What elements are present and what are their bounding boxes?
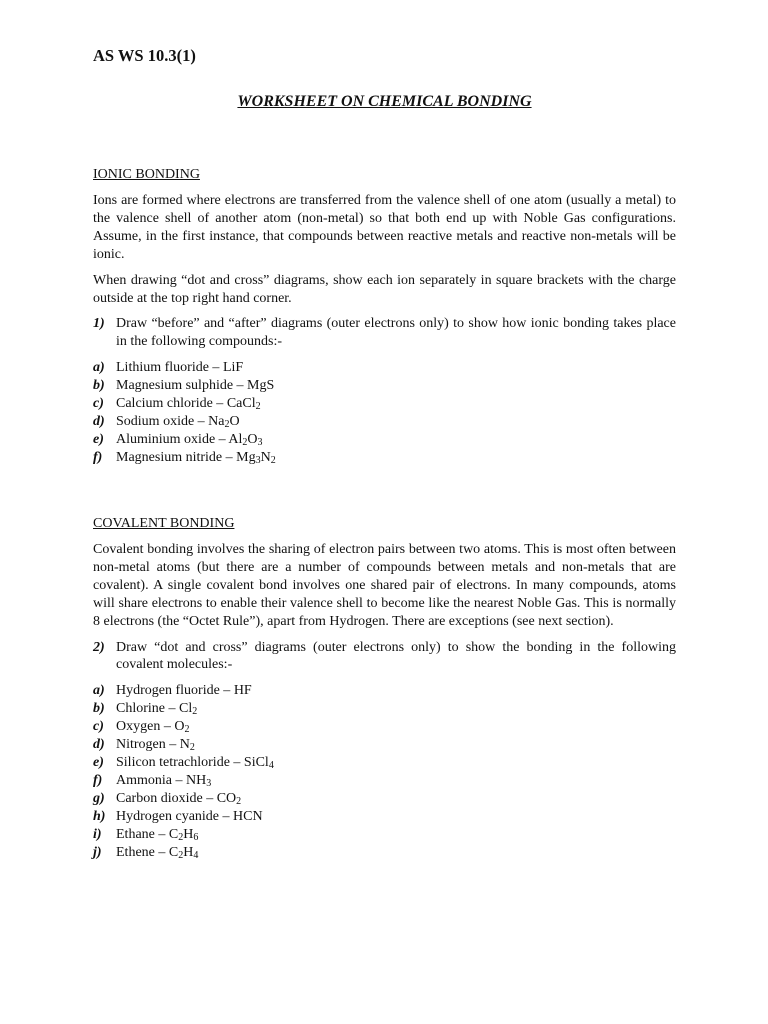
question-number: 2) xyxy=(93,639,105,655)
chemical-formula: $N_2$ xyxy=(179,737,195,754)
ionic-intro-paragraph: Ions are formed where electrons are transferred from the valence shell of one atom (usually a metal) to the valence shell of another atom (non-metal) so that both end up with Noble Gas configurations. Assume, in the first instance, that compounds between reactive metals and reactive non-metals will be ionic. xyxy=(93,193,676,262)
ionic-heading: IONIC BONDING xyxy=(93,167,200,182)
covalent-heading: COVALENT BONDING xyxy=(93,516,235,531)
item-letter: i) xyxy=(93,826,102,842)
item-letter: a) xyxy=(93,683,105,699)
covalent-intro-paragraph: Covalent bonding involves the sharing of electron pairs between two atoms. This is most often between non-metal atoms (but there are a number of compounds between metals and non-metals that are covalent). A single covalent bond involves one shared pair of electrons. In many compounds, atoms will share electrons to enable their valence shell to become like the nearest Noble Gas. This is normally 8 electrons (the “Octet Rule”), apart from Hydrogen. There are exceptions (see next section). xyxy=(93,542,676,629)
item-letter: e) xyxy=(93,431,104,447)
question-1 xyxy=(93,315,676,351)
chemical-formula: $Cl_2$ xyxy=(179,701,198,718)
chemical-formula: $Al_2O_3$ xyxy=(228,431,263,448)
chemical-formula: CaCl$_2$ xyxy=(226,396,261,413)
item-text: Sodium oxide – $Na_2O$ xyxy=(116,413,240,430)
covalent-section xyxy=(93,516,676,861)
chemical-formula: $Na_2O$ xyxy=(208,413,240,430)
item-letter: g) xyxy=(93,790,105,806)
ionic-section xyxy=(93,167,676,467)
chemical-formula: HF xyxy=(233,683,252,699)
ionic-instruction-paragraph: When drawing “dot and cross” diagrams, show each ion separately in square brackets with the charge outside at the top right hand corner. xyxy=(93,272,676,306)
item-text: Oxygen – $O_2$ xyxy=(116,719,190,736)
list-item xyxy=(93,395,676,413)
list-item xyxy=(93,826,676,844)
item-letter: b) xyxy=(93,378,105,394)
chemical-formula: LiF xyxy=(222,360,244,376)
worksheet-title: WORKSHEET ON CHEMICAL BONDING xyxy=(237,93,532,110)
list-item xyxy=(93,718,676,736)
chemical-formula: $NH_3$ xyxy=(186,772,212,789)
ionic-compound-list xyxy=(93,359,676,466)
chemical-formula: $Mg_3N_2$ xyxy=(236,449,276,466)
item-letter: e) xyxy=(93,754,104,770)
item-letter: h) xyxy=(93,808,106,824)
chemical-formula: HCN xyxy=(233,808,263,824)
item-letter: d) xyxy=(93,737,105,753)
chemical-formula: $C_2H_6$ xyxy=(168,826,199,843)
list-item xyxy=(93,772,676,790)
item-text: Ammonia – $NH_3$ xyxy=(116,772,212,789)
list-item xyxy=(93,700,676,718)
list-item xyxy=(93,754,676,772)
item-text: Ethane – $C_2H_6$ xyxy=(116,826,199,843)
item-text: Hydrogen cyanide – HCN xyxy=(116,808,263,824)
item-letter: f) xyxy=(93,772,103,788)
item-text: Calcium chloride – CaCl$_2$ xyxy=(116,396,261,413)
chemical-formula: $CO_2$ xyxy=(216,790,242,807)
item-letter: j) xyxy=(93,844,102,860)
item-text: Carbon dioxide – $CO_2$ xyxy=(116,790,242,807)
item-text: Magnesium nitride – $Mg_3N_2$ xyxy=(116,449,276,466)
item-text: Chlorine – $Cl_2$ xyxy=(116,701,198,718)
chemical-formula: $C_2H_4$ xyxy=(168,844,199,861)
list-item xyxy=(93,413,676,431)
covalent-molecule-list xyxy=(93,682,676,861)
item-text: Aluminium oxide – $Al_2O_3$ xyxy=(116,431,263,448)
chemical-formula: $O_2$ xyxy=(174,719,190,736)
item-text: Ethene – $C_2H_4$ xyxy=(116,844,199,861)
item-letter: b) xyxy=(93,701,105,717)
item-text: Silicon tetrachloride – SiCl$_4$ xyxy=(116,754,274,771)
list-item xyxy=(93,377,676,395)
question-2 xyxy=(93,639,676,675)
list-item xyxy=(93,359,676,377)
question-number: 1) xyxy=(93,316,105,332)
item-letter: f) xyxy=(93,449,103,465)
worksheet-code: AS WS 10.3(1) xyxy=(93,46,196,65)
item-text: Hydrogen fluoride – HF xyxy=(116,683,252,699)
list-item xyxy=(93,808,676,826)
item-letter: a) xyxy=(93,360,105,376)
item-text: Nitrogen – $N_2$ xyxy=(116,737,195,754)
list-item xyxy=(93,682,676,700)
chemical-formula: MgS xyxy=(247,378,275,394)
item-letter: d) xyxy=(93,413,105,429)
question-text: Draw “before” and “after” diagrams (outer electrons only) to show how ionic bonding takes place in the following compounds:- xyxy=(116,316,676,350)
item-text: Lithium fluoride – LiF xyxy=(116,360,244,376)
list-item xyxy=(93,844,676,862)
item-letter: c) xyxy=(93,719,104,735)
chemical-formula: SiCl$_4$ xyxy=(243,754,274,771)
list-item xyxy=(93,449,676,467)
question-text: Draw “dot and cross” diagrams (outer electrons only) to show the bonding in the following covalent molecules:- xyxy=(116,639,676,673)
list-item xyxy=(93,431,676,449)
list-item xyxy=(93,736,676,754)
list-item xyxy=(93,790,676,808)
item-letter: c) xyxy=(93,396,104,412)
item-text: Magnesium sulphide – MgS xyxy=(116,378,275,394)
